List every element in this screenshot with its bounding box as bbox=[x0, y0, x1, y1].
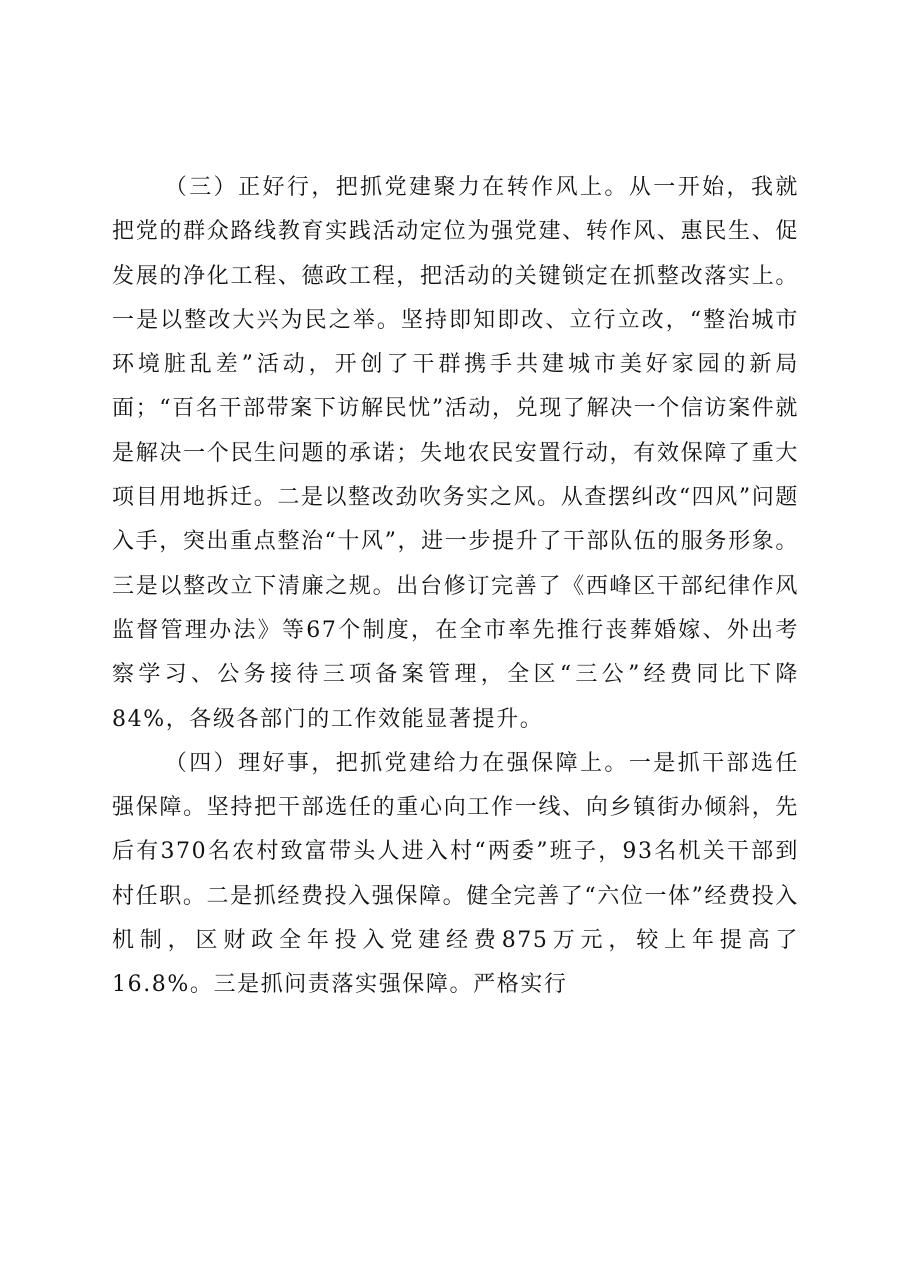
paragraph-section-three: （三）正好行，把抓党建聚力在转作风上。从一开始，我就把党的群众路线教育实践活动定位为强党建、转作风、惠民生、促发展的净化工程、德政工程，把活动的关键锁定在抓整改落实上。一是以整改大兴为民之举。坚持即知即改、立行立改，“整治城市环境脏乱差”活动，开创了干群携手共建城市美好家园的新局面；“百名干部带案下访解民忧”活动，兑现了解决一个信访案件就是解决一个民生问题的承诺；失地农民安置行动，有效保障了重大项目用地拆迁。二是以整改劲吹务实之风。从查摆纠改“四风”问题入手，突出重点整治“十风”，进一步提升了干部队伍的服务形象。三是以整改立下清廉之规。出台修订完善了《西峰区干部纪律作风监督管理办法》等67个制度，在全市率先推行丧葬婚嫁、外出考察学习、公务接待三项备案管理，全区“三公”经费同比下降84%，各级各部门的工作效能显著提升。 bbox=[112, 175, 799, 732]
paragraph-section-four: （四）理好事，把抓党建给力在强保障上。一是抓干部选任强保障。坚持把干部选任的重心向工作一线、向乡镇街办倾斜，先后有370名农村致富带头人进入村“两委”班子，93名机关干部到村任职。二是抓经费投入强保障。健全完善了“六位一体”经费投入机制，区财政全年投入党建经费875万元，较上年提高了16.8%。三是抓问责落实强保障。严格实行 bbox=[112, 750, 799, 998]
